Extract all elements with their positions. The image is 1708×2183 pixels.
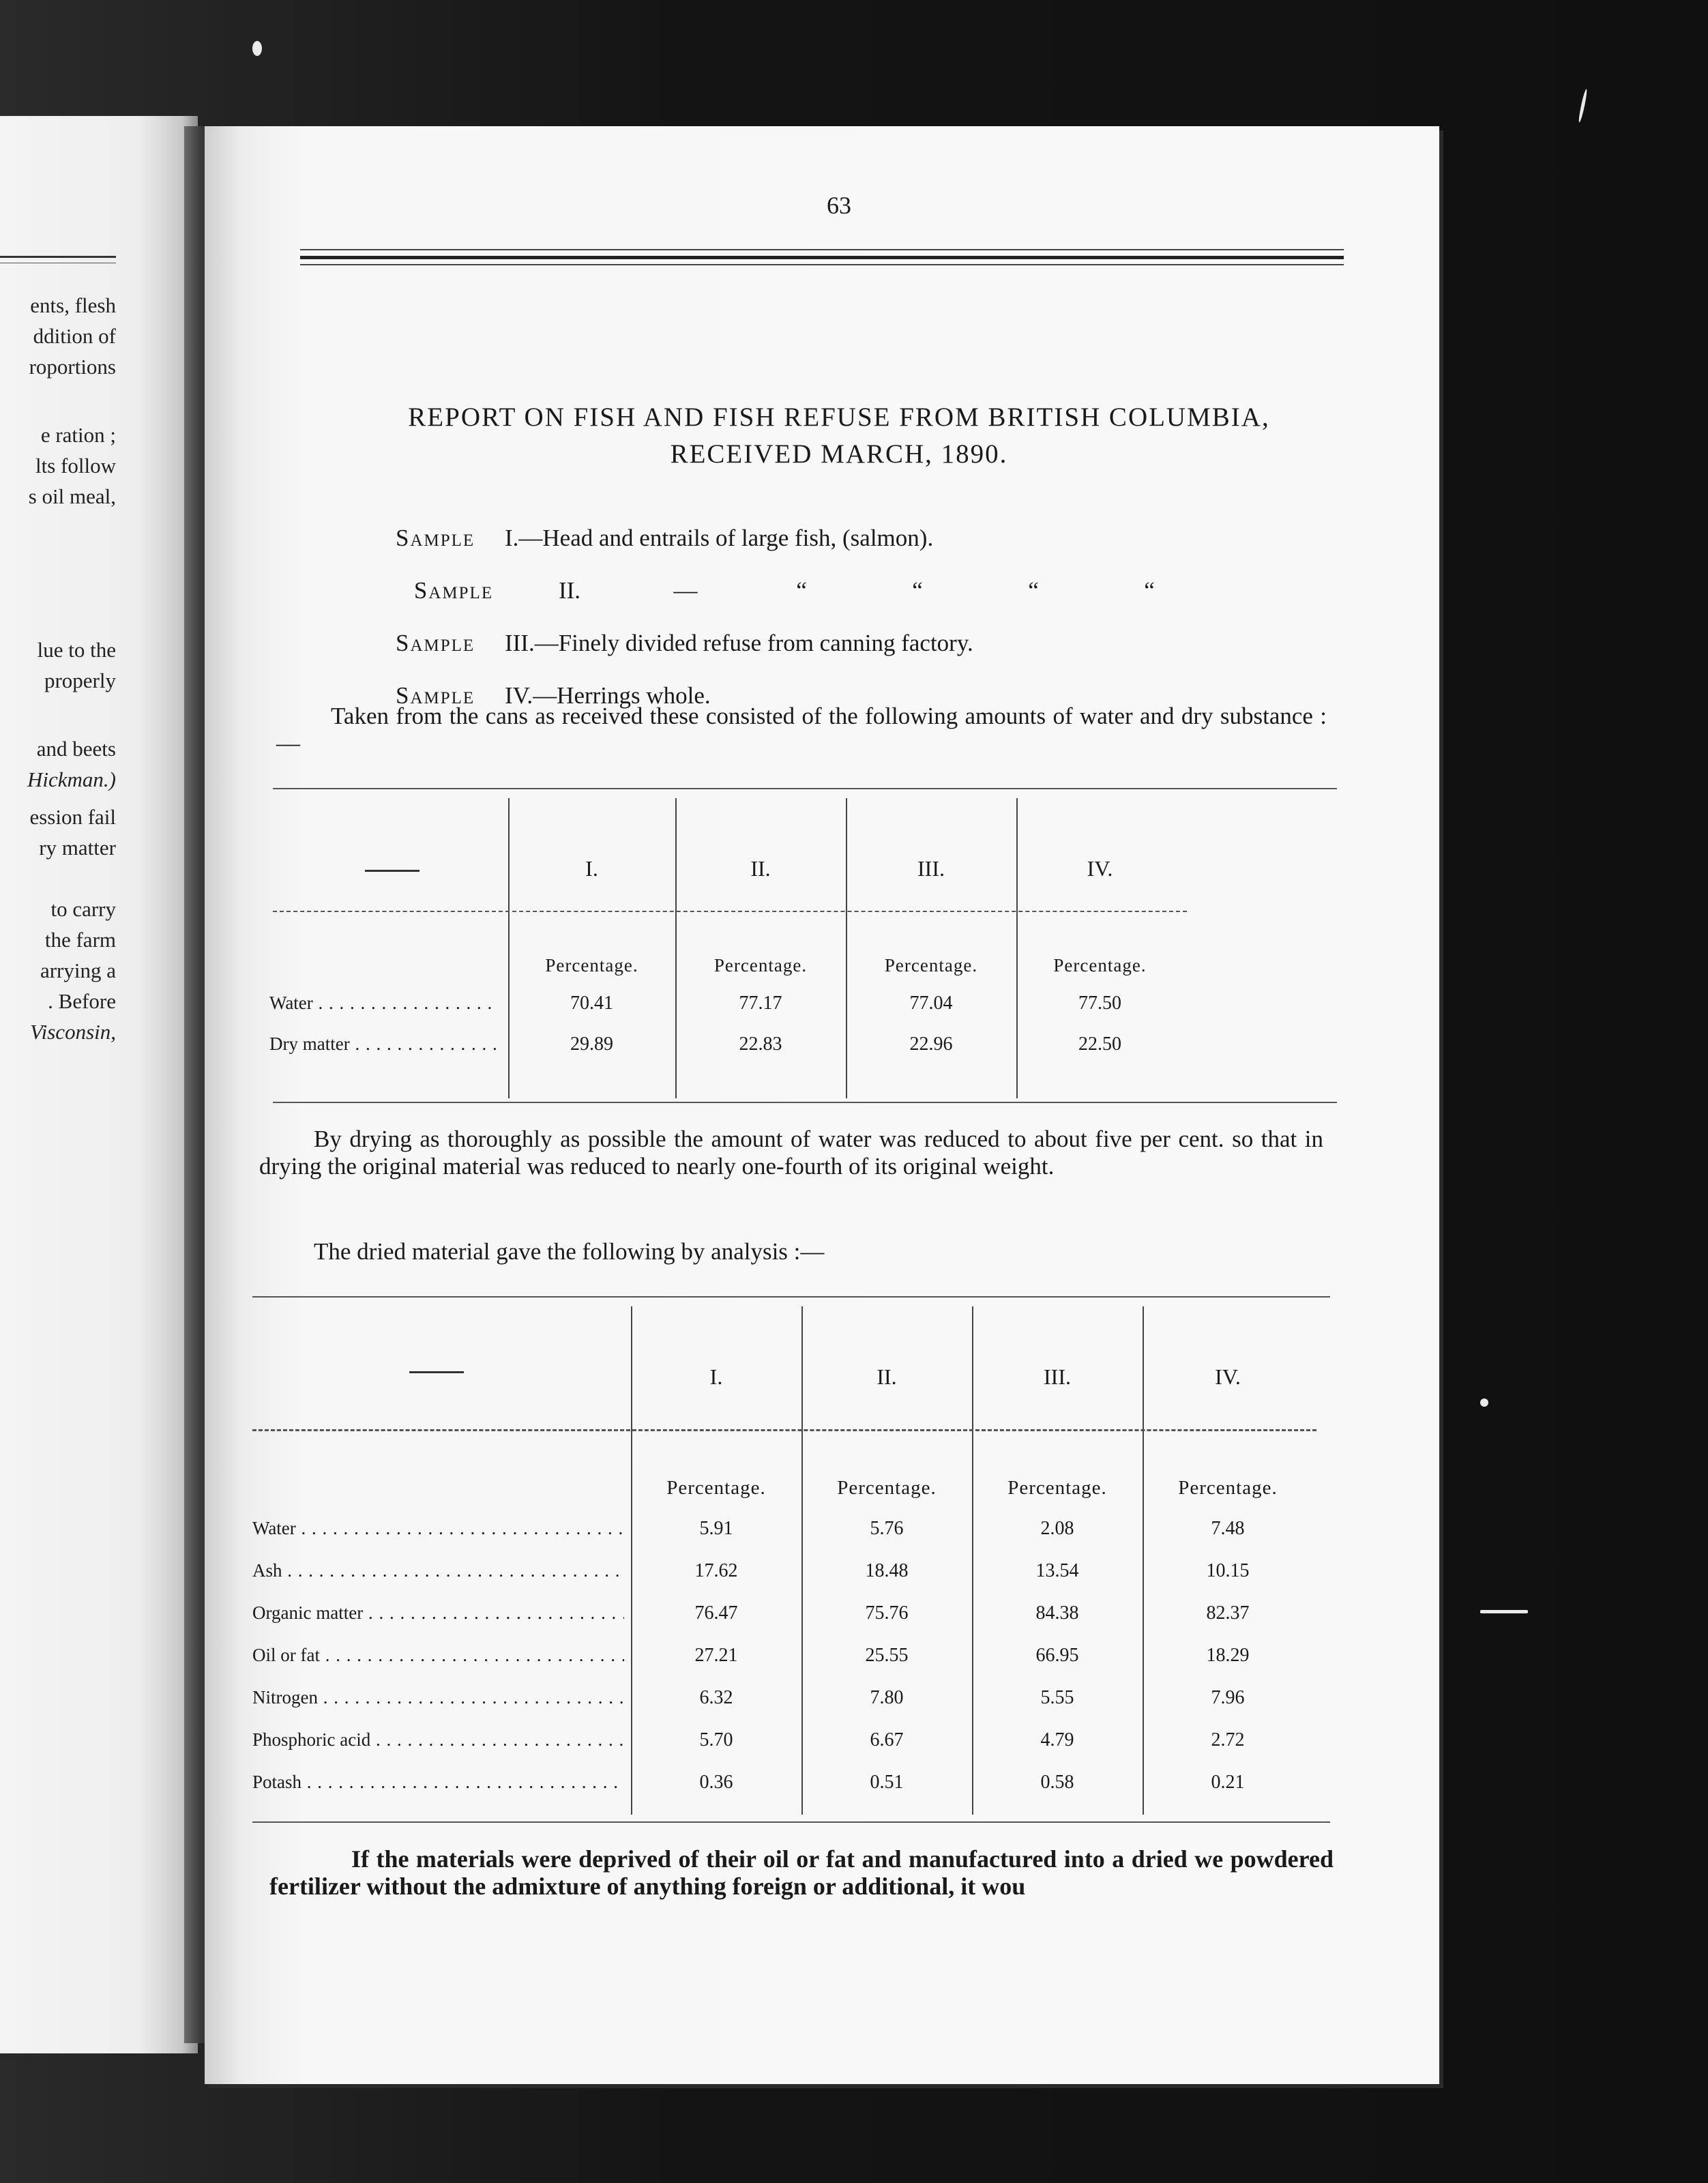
table-cell: 77.17 bbox=[739, 993, 782, 1014]
row-label: Potash . . . bbox=[252, 1772, 624, 1793]
left-page-line: properly bbox=[44, 669, 116, 692]
left-facing-page bbox=[0, 116, 198, 2053]
table-cell: 70.41 bbox=[570, 993, 613, 1014]
table-cell: 5.70 bbox=[699, 1729, 733, 1750]
ditto-mark: “ bbox=[1028, 577, 1039, 604]
table-cell: 84.38 bbox=[1035, 1602, 1079, 1624]
table-cell: 7.80 bbox=[870, 1687, 904, 1708]
table-cell: 2.72 bbox=[1211, 1729, 1245, 1750]
row-label: Ash . . . bbox=[252, 1560, 624, 1581]
sample-description: —Finely divided refuse from canning factory. bbox=[534, 630, 973, 656]
table-cell: 82.37 bbox=[1206, 1602, 1250, 1624]
left-page-line: lue to the bbox=[37, 638, 116, 662]
dust-speck bbox=[1480, 1610, 1528, 1613]
row-label: Water . . . bbox=[252, 1518, 624, 1539]
report-title bbox=[327, 399, 1351, 473]
sample-item bbox=[396, 564, 1207, 617]
table-cell: 5.55 bbox=[1040, 1687, 1074, 1708]
sample-item bbox=[396, 512, 1207, 564]
unit-label: Percentage. bbox=[884, 955, 978, 976]
stub-dash bbox=[409, 1371, 464, 1373]
left-page-line: arrying a bbox=[40, 958, 116, 982]
row-label: Organic matter . . . bbox=[252, 1602, 624, 1624]
table-cell: 4.79 bbox=[1040, 1729, 1074, 1750]
table-cell: 22.83 bbox=[739, 1034, 782, 1055]
dust-speck bbox=[252, 41, 262, 56]
sample-description: —Head and entrails of large fish, (salmon). bbox=[518, 525, 934, 551]
left-page-line: to carry bbox=[50, 897, 116, 921]
document-page bbox=[205, 126, 1439, 2084]
column-header: III. bbox=[917, 856, 945, 881]
table-cell: 29.89 bbox=[570, 1034, 613, 1055]
paragraph-intro: Taken from the cans as received these consisted of the following amounts of water and dry substance :— bbox=[276, 703, 1327, 757]
ditto-mark: “ bbox=[796, 577, 807, 604]
stub-dash bbox=[365, 870, 419, 872]
left-page-line: s oil meal, bbox=[28, 484, 116, 508]
table-cell: 27.21 bbox=[694, 1645, 738, 1666]
sample-label: Sample bbox=[396, 525, 475, 551]
paragraph-analysis-intro: The dried material gave the following by analysis :— bbox=[314, 1238, 825, 1265]
left-page-line: ession fail bbox=[29, 805, 116, 829]
report-title-line: RECEIVED MARCH, 1890. bbox=[670, 439, 1008, 469]
table-cell: 0.36 bbox=[699, 1772, 733, 1793]
header-rule bbox=[300, 256, 1344, 259]
unit-label: Percentage. bbox=[1178, 1477, 1278, 1499]
left-page-line: and beets bbox=[36, 737, 116, 761]
ditto-mark: “ bbox=[912, 577, 923, 604]
table-cell: 66.95 bbox=[1035, 1645, 1079, 1666]
left-page-line: the farm bbox=[44, 928, 116, 952]
column-header: I. bbox=[585, 856, 598, 881]
water-dry-matter-table bbox=[269, 788, 1337, 1252]
unit-label: Percentage. bbox=[713, 955, 808, 976]
sample-number: I. bbox=[505, 525, 519, 551]
table-cell: 7.48 bbox=[1211, 1518, 1245, 1539]
page-number: 63 bbox=[827, 192, 851, 219]
column-header: IV. bbox=[1087, 856, 1113, 881]
unit-label: Percentage. bbox=[545, 955, 638, 976]
row-label: Phosphoric acid . . . bbox=[252, 1729, 624, 1750]
sample-label: Sample bbox=[396, 630, 475, 656]
sample-item bbox=[396, 617, 1207, 669]
paragraph-drying: By drying as thoroughly as possible the amount of water was reduced to about five per cent. so that in drying the original material was reduced to nearly one-fourth of its original weight. bbox=[259, 1126, 1323, 1180]
left-page-line: roportions bbox=[29, 355, 116, 379]
table-cell: 0.58 bbox=[1040, 1772, 1074, 1793]
left-page-line: Visconsin, bbox=[30, 1020, 116, 1044]
unit-label: Percentage. bbox=[666, 1477, 766, 1499]
left-page-line: ry matter bbox=[39, 836, 116, 860]
sample-label: Sample bbox=[396, 682, 475, 709]
table-cell: 0.51 bbox=[870, 1772, 904, 1793]
table-rule bbox=[273, 788, 1337, 789]
ditto-mark: “ bbox=[1144, 577, 1155, 604]
left-page-line: ents, flesh bbox=[30, 293, 116, 317]
sample-number: III. bbox=[505, 630, 535, 656]
table-rule bbox=[252, 1296, 1330, 1298]
column-header: I. bbox=[709, 1364, 723, 1389]
left-page-rule bbox=[0, 256, 116, 258]
table-cell: 6.32 bbox=[699, 1687, 733, 1708]
sample-description: — bbox=[673, 577, 698, 604]
row-label: Water . . . bbox=[269, 993, 498, 1014]
sample-label: Sample bbox=[413, 577, 494, 604]
row-label: Oil or fat . . . bbox=[252, 1645, 624, 1666]
table-cell: 18.29 bbox=[1206, 1645, 1250, 1666]
table-cell: 76.47 bbox=[694, 1602, 738, 1624]
sample-list bbox=[396, 512, 1207, 722]
table-cell: 13.54 bbox=[1035, 1560, 1079, 1581]
left-page-line: lts follow bbox=[35, 454, 116, 478]
table-cell: 10.15 bbox=[1206, 1560, 1250, 1581]
column-header: IV. bbox=[1215, 1364, 1241, 1389]
table-cell: 18.48 bbox=[865, 1560, 909, 1581]
table-cell: 25.55 bbox=[865, 1645, 909, 1666]
table-cell: 7.96 bbox=[1211, 1687, 1245, 1708]
table-rule bbox=[273, 1102, 1337, 1103]
unit-label: Percentage. bbox=[1007, 1477, 1107, 1499]
column-header: III. bbox=[1044, 1364, 1071, 1389]
sample-description: —Herrings whole. bbox=[533, 682, 711, 709]
table-rule bbox=[252, 1821, 1330, 1823]
row-label: Dry matter . . . bbox=[269, 1034, 498, 1055]
table-rule bbox=[273, 911, 1187, 912]
left-page-line: Hickman.) bbox=[27, 767, 116, 791]
header-rule bbox=[300, 264, 1344, 265]
table-cell: 77.04 bbox=[909, 993, 953, 1014]
paragraph-closing: If the materials were deprived of their oil or fat and manufactured into a dried we powdered fertilizer without the admixture of anything foreign or additional, it wou bbox=[269, 1845, 1334, 1900]
table-cell: 22.50 bbox=[1078, 1034, 1121, 1055]
table-cell: 17.62 bbox=[694, 1560, 738, 1581]
table-cell: 0.21 bbox=[1211, 1772, 1245, 1793]
table-cell: 2.08 bbox=[1040, 1518, 1074, 1539]
row-label: Nitrogen . . . bbox=[252, 1687, 624, 1708]
column-header: II. bbox=[877, 1364, 897, 1389]
table-cell: 6.67 bbox=[870, 1729, 904, 1750]
header-rule bbox=[300, 249, 1344, 250]
table-cell: 77.50 bbox=[1078, 993, 1121, 1014]
column-header: II. bbox=[750, 856, 771, 881]
unit-label: Percentage. bbox=[837, 1477, 937, 1499]
left-page-line: ddition of bbox=[33, 324, 116, 348]
left-page-line: e ration ; bbox=[40, 423, 116, 447]
unit-label: Percentage. bbox=[1053, 955, 1147, 976]
dust-speck bbox=[1480, 1398, 1488, 1407]
table-cell: 5.76 bbox=[870, 1518, 904, 1539]
table-rule bbox=[252, 1429, 1316, 1431]
table-cell: 75.76 bbox=[865, 1602, 909, 1624]
table-cell: 22.96 bbox=[909, 1034, 953, 1055]
report-title-line: REPORT ON FISH AND FISH REFUSE FROM BRITISH COLUMBIA, bbox=[408, 402, 1270, 432]
left-page-line: . Before bbox=[48, 989, 116, 1013]
sample-number: IV. bbox=[505, 682, 533, 709]
table-cell: 5.91 bbox=[699, 1518, 733, 1539]
sample-number: II. bbox=[558, 577, 581, 604]
